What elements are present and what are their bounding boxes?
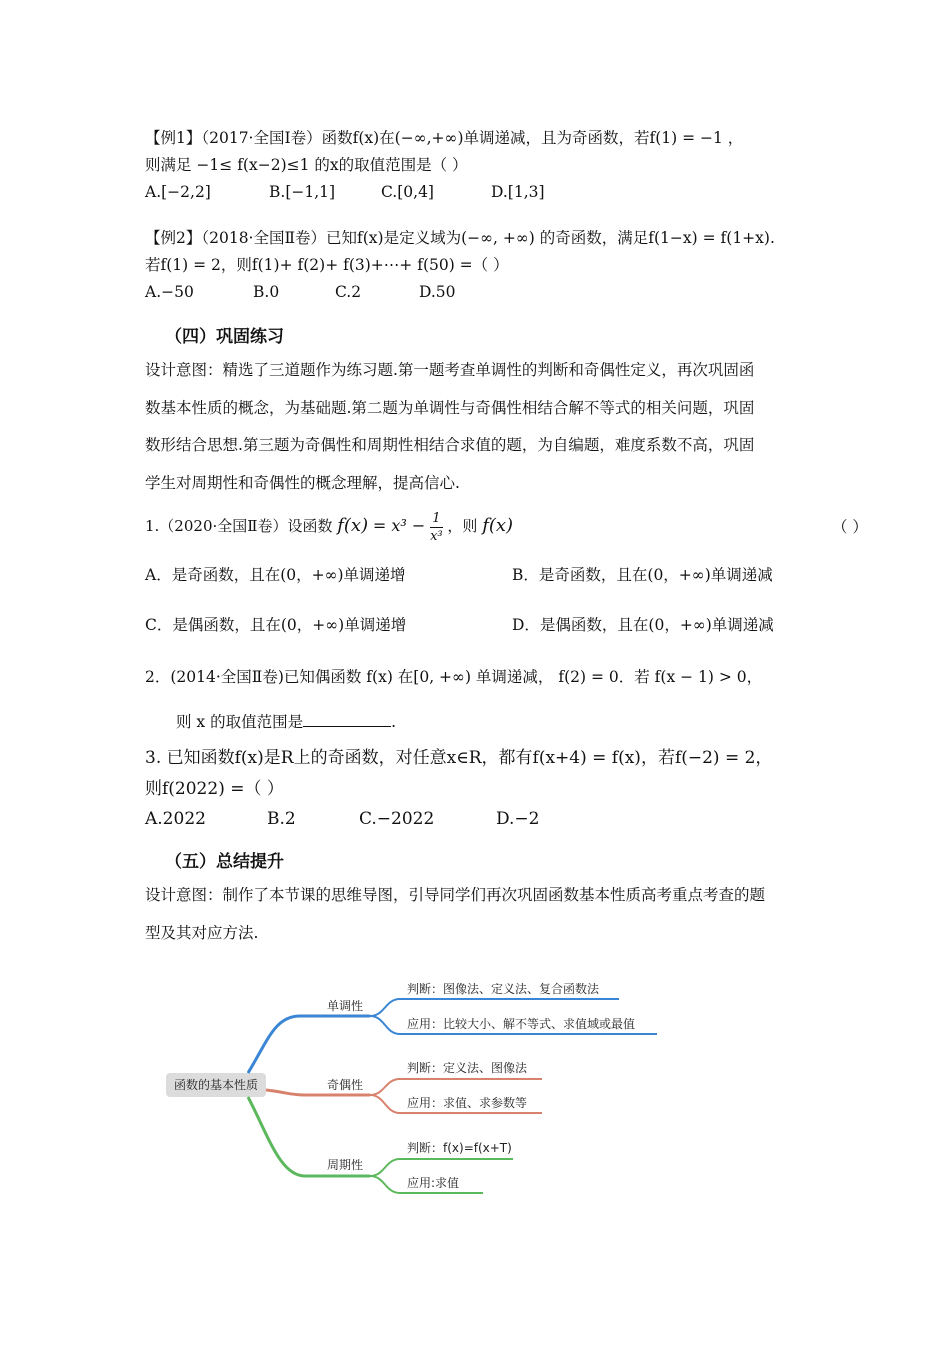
intent-line: 设计意图：精选了三道题作为练习题.第一题考查单调性的判断和奇偶性定义，再次巩固函 (145, 361, 755, 379)
leaf-line (370, 1079, 542, 1095)
section4-heading: （四）巩固练习 (165, 327, 284, 347)
leaf-label: 判断：定义法、图像法 (407, 1061, 528, 1075)
q1-option-d: D．是偶函数，且在(0，+∞)单调递减 (512, 616, 774, 634)
q1-option-b: B．是奇函数，且在(0，+∞)单调递减 (512, 566, 773, 584)
branch-label-parity: 奇偶性 (326, 1078, 364, 1092)
question3-line2: 则f(2022) =（ ） (145, 779, 284, 799)
fraction: $\frac{1}{\text{x³}}$ (430, 510, 443, 544)
branch-line-monotonicity (248, 1016, 370, 1073)
option-d: D.50 (419, 283, 456, 301)
branch-label-periodicity: 周期性 (326, 1158, 364, 1172)
intent-line: 学生对周期性和奇偶性的概念理解，提高信心. (145, 473, 460, 492)
leaf-label: 判断：图像法、定义法、复合函数法 (407, 982, 600, 996)
intent-line: 设计意图：制作了本节课的思维导图，引导同学们再次巩固函数基本性质高考重点考查的题 (145, 886, 766, 904)
q1-option-a: A．是奇函数，且在(0，+∞)单调递增 (145, 566, 406, 584)
answer-bracket: （ ） (832, 518, 868, 536)
option-d: D.−2 (496, 809, 540, 829)
option-b: B.[−1,1] (269, 183, 336, 201)
leaf-line (370, 1159, 513, 1176)
section5-heading: （五）总结提升 (165, 852, 284, 872)
mindmap-root: 函数的基本性质 (173, 1078, 259, 1092)
example1-line2: 则满足 −1≤ f(x−2)≤1 的x的取值范围是（ ） (145, 156, 468, 174)
q1-option-c: C．是偶函数，且在(0，+∞)单调递增 (145, 616, 407, 634)
option-b: B.0 (253, 283, 280, 301)
intent-line: 数基本性质的概念，为基础题.第二题为单调性与奇偶性相结合解不等式的相关问题，巩固 (145, 398, 755, 417)
leaf-label: 应用：求值、求参数等 (407, 1096, 528, 1110)
option-c: C.[0,4] (381, 183, 434, 201)
branch-label-monotonicity: 单调性 (326, 999, 364, 1013)
option-c: C.−2022 (359, 809, 435, 829)
option-a: A.2022 (145, 809, 206, 829)
question3-line1: 3. 已知函数f(x)是R上的奇函数，对任意x∈R，都有f(x+4) = f(x)，若f(−2) = 2， (145, 748, 773, 768)
example2-line1: 【例2】（2018·全国Ⅱ卷）已知f(x)是定义域为(−∞, +∞) 的奇函数，满足f(1−x) = f(1+x). (145, 229, 775, 247)
leaf-label: 判断：f(x)=f(x+T) (407, 1141, 512, 1155)
option-d: D.[1,3] (491, 183, 545, 201)
leaf-label: 应用：比较大小、解不等式、求值域或最值 (407, 1017, 636, 1031)
option-b: B.2 (267, 809, 296, 829)
option-a: A.[−2,2] (145, 183, 211, 201)
intent-line: 型及其对应方法. (145, 923, 259, 942)
question2-line1: 2．(2014·全国Ⅱ卷)已知偶函数 f(x) 在[0, +∞) 单调递减， f(2) = 0．若 f(x − 1) > 0， (145, 668, 763, 686)
question2-line2: 则 x 的取值范围是 . (176, 710, 396, 733)
intent-line: 数形结合思想.第三题为奇偶性和周期性相结合求值的题，为自编题，难度系数不高，巩固 (145, 436, 755, 454)
fx: f(x) (337, 515, 369, 536)
example2-line2: 若f(1) = 2，则f(1)+ f(2)+ f(3)+⋯+ f(50) =（ ） (145, 256, 509, 274)
option-c: C.2 (335, 283, 362, 301)
leaf-label: 应用:求值 (407, 1176, 460, 1190)
leaf-line (370, 999, 619, 1016)
example1-line1: 【例1】（2017·全国Ⅰ卷）函数f(x)在(−∞,+∞)单调递减，且为奇函数，若f(1) = −1 ， (145, 129, 744, 147)
option-a: A.−50 (145, 283, 194, 301)
question1-stem: 1.（2020·全国Ⅱ卷）设函数 f(x) = x³ − $\frac{1}{\text{x³}}$ ，则 f(x) (145, 510, 514, 544)
